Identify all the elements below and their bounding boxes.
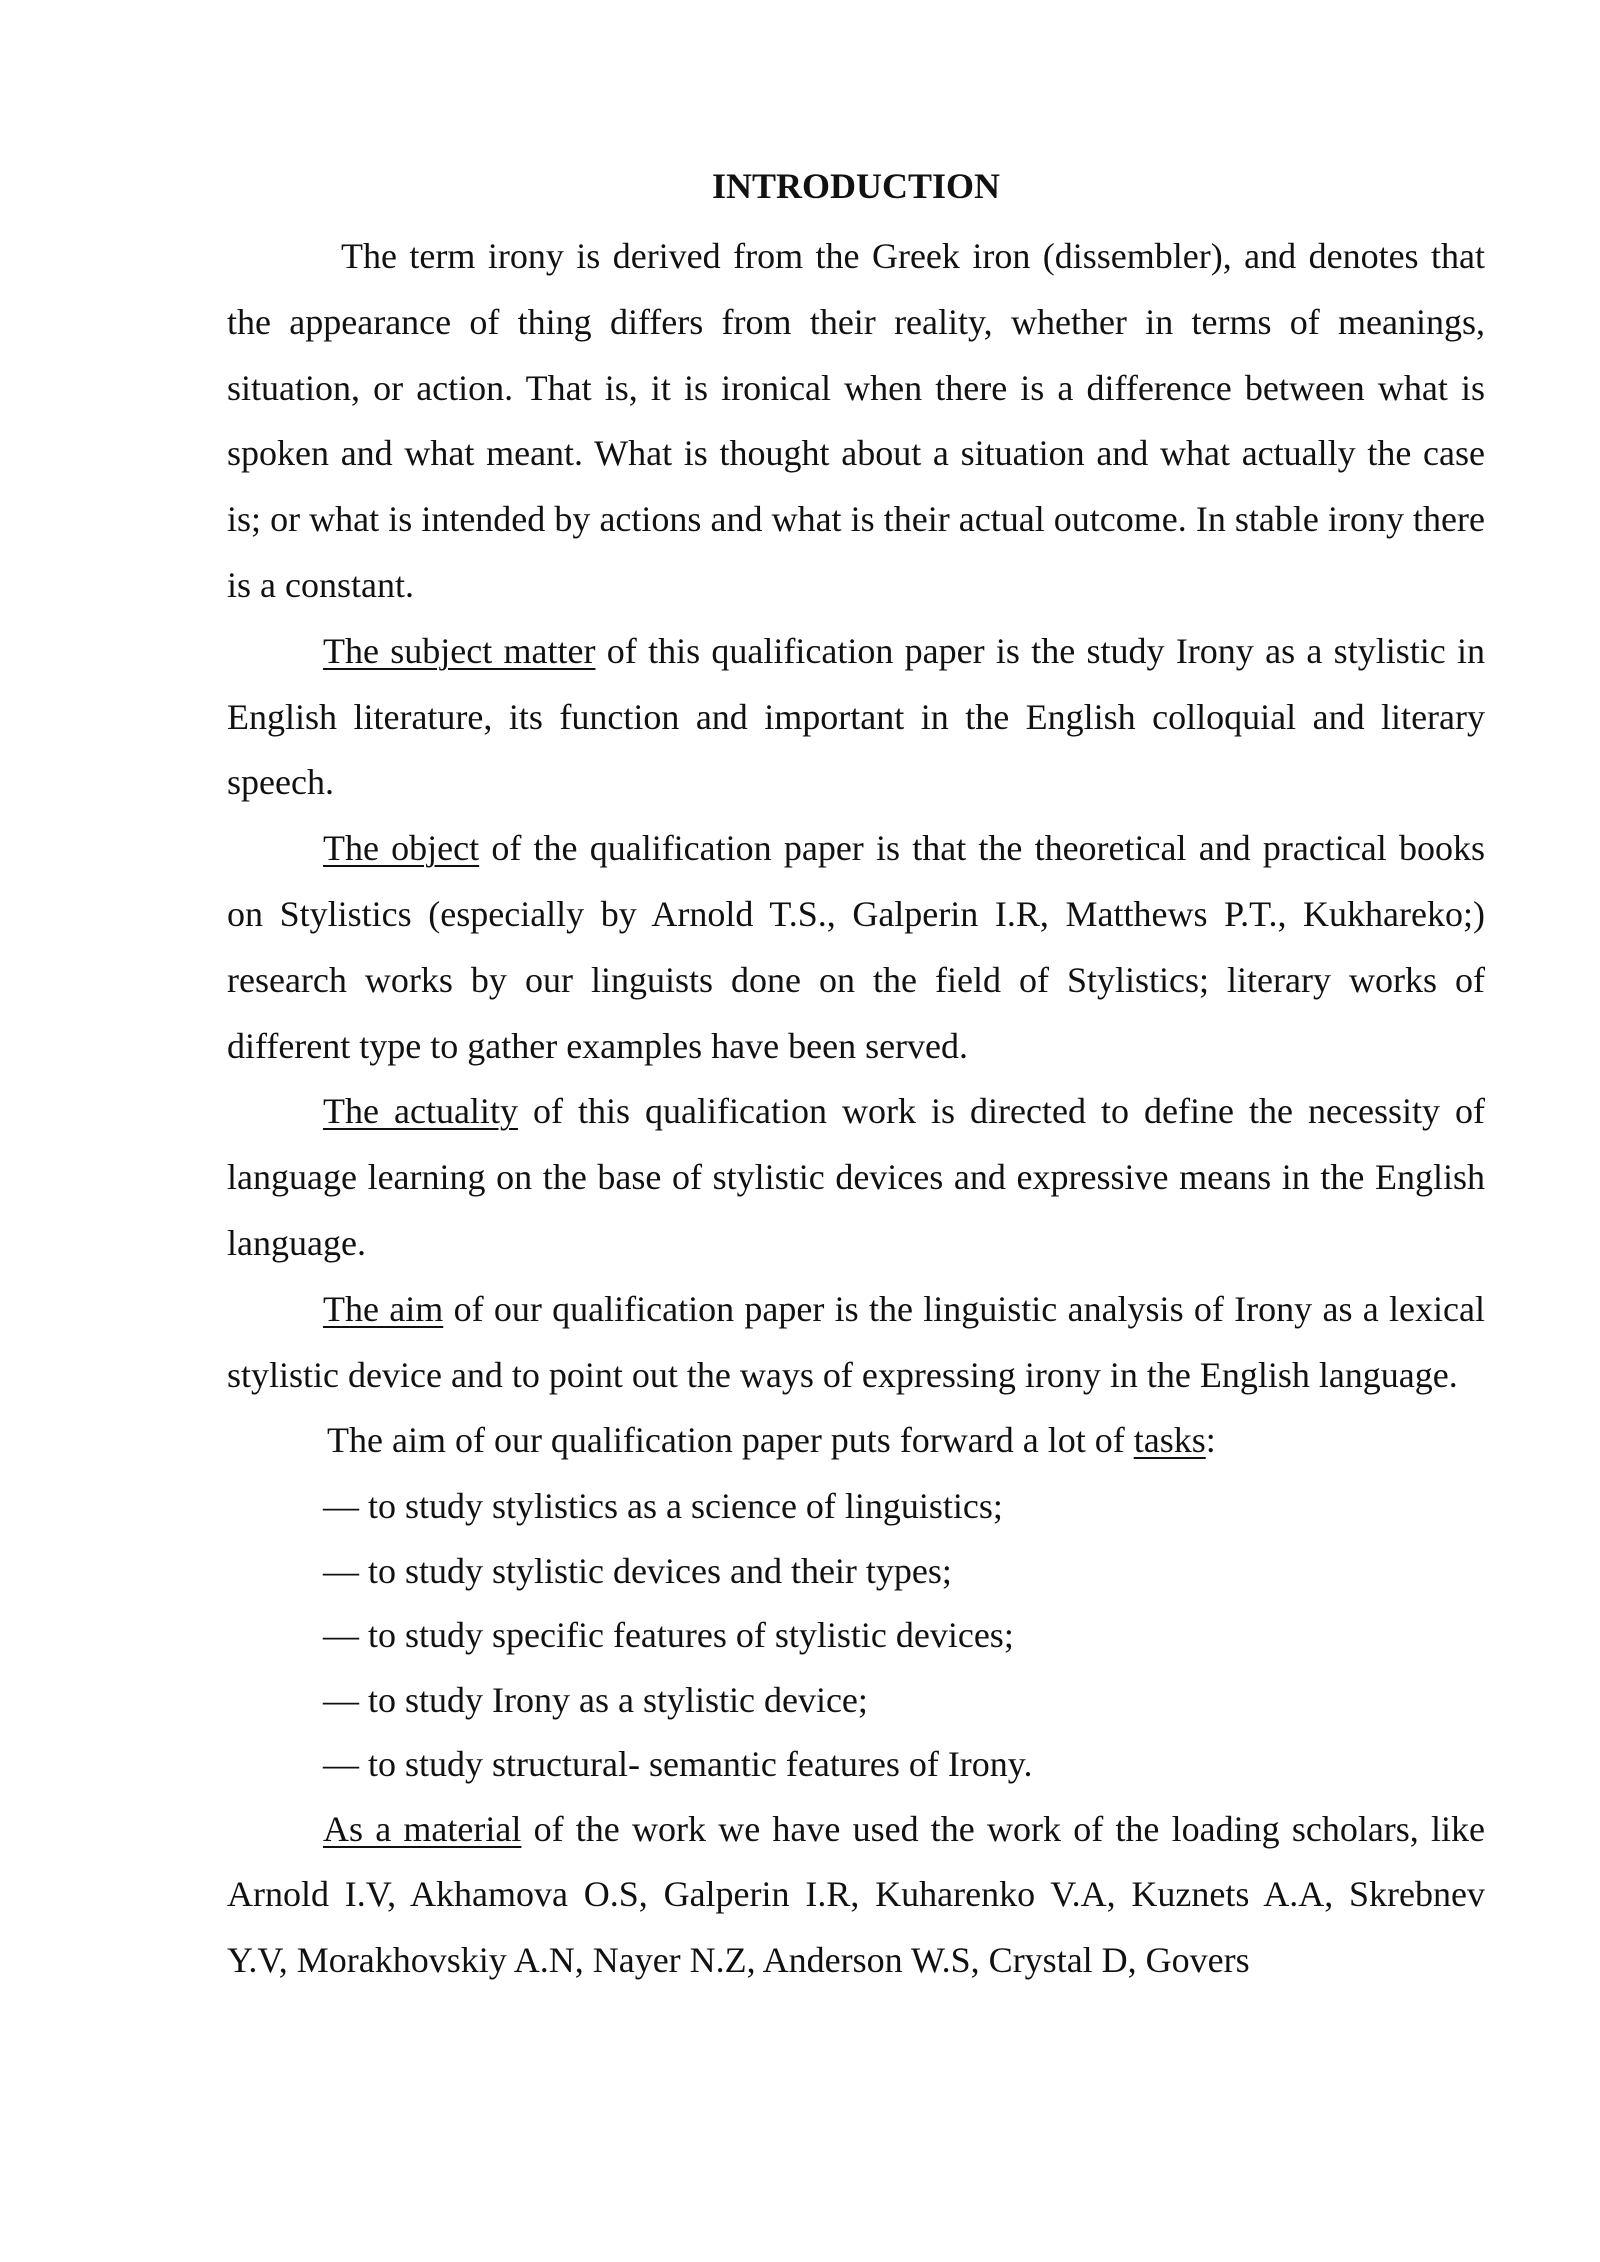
document-page (227, 160, 1485, 1994)
paragraph-subject-matter (227, 619, 1485, 816)
subject-matter-text: of this qualification paper is the study Irony as a stylistic in English literature, its function and important in the English colloquial and literary speech. (227, 630, 1485, 803)
paragraph-actuality (227, 1079, 1485, 1276)
page-title: INTRODUCTION (711, 166, 1001, 206)
actuality-heading: The actuality (323, 1091, 518, 1132)
tasks-intro-colon: : (1205, 1420, 1216, 1461)
subject-matter-heading: The subject matter (323, 630, 596, 671)
list-item: — to study specific features of stylistic devices; (323, 1615, 1014, 1656)
tasks-intro-text: The aim of our qualification paper puts forward a lot of (327, 1420, 1134, 1461)
actuality-text: of this qualification work is directed to define the necessity of language learning on the base of stylistic devices and expressive means in the English language. (227, 1091, 1485, 1263)
object-text: of the qualification paper is that the theoretical and practical books on Stylistics (especially by Arnold T.S., Galperin I.R, Matthews P.T., Kukhareko;) research works by our linguists done on the field of Stylistics; literary works of different type to gather examples have been served. (227, 828, 1485, 1066)
paragraph-irony-definition: The term irony is derived from the Greek iron (dissembler), and denotes that the appearance of thing differs from their reality, whether in terms of meanings, situation, or action. That is, it is ironical when there is a difference between what is spoken and what meant. What is thought about a situation and what actually the case is; or what is intended by actions and what is their actual outcome. In stable irony there is a constant. (227, 236, 1485, 605)
list-item: — to study structural- semantic features of Irony. (323, 1744, 1033, 1785)
material-heading: As a material (323, 1808, 522, 1849)
aim-text: of our qualification paper is the linguistic analysis of Irony as a lexical stylistic device and to point out the ways of expressing irony in the English language. (227, 1288, 1485, 1395)
object-heading: The object (323, 828, 480, 869)
tasks-intro (227, 1408, 1485, 1474)
list-item: — to study stylistics as a science of linguistics; (323, 1486, 1003, 1527)
tasks-heading: tasks (1133, 1420, 1206, 1461)
material-text: of the work we have used the work of the loading scholars, like Arnold I.V, Akhamova O.S, Galperin I.R, Kuharenko V.A, Kuznets A.A, Skrebnev Y.V, Morakhovskiy A.N, Nayer N.Z, Anderson W.S, Crystal D, Govers (227, 1808, 1486, 1981)
list-item: — to study Irony as a stylistic device; (323, 1679, 868, 1720)
paragraph-object (227, 816, 1485, 1079)
task-list (227, 1474, 1485, 1797)
paragraph-aim (227, 1277, 1485, 1409)
list-item: — to study stylistic devices and their types; (323, 1550, 952, 1591)
aim-heading: The aim (323, 1288, 444, 1329)
paragraph-material (227, 1797, 1485, 1994)
